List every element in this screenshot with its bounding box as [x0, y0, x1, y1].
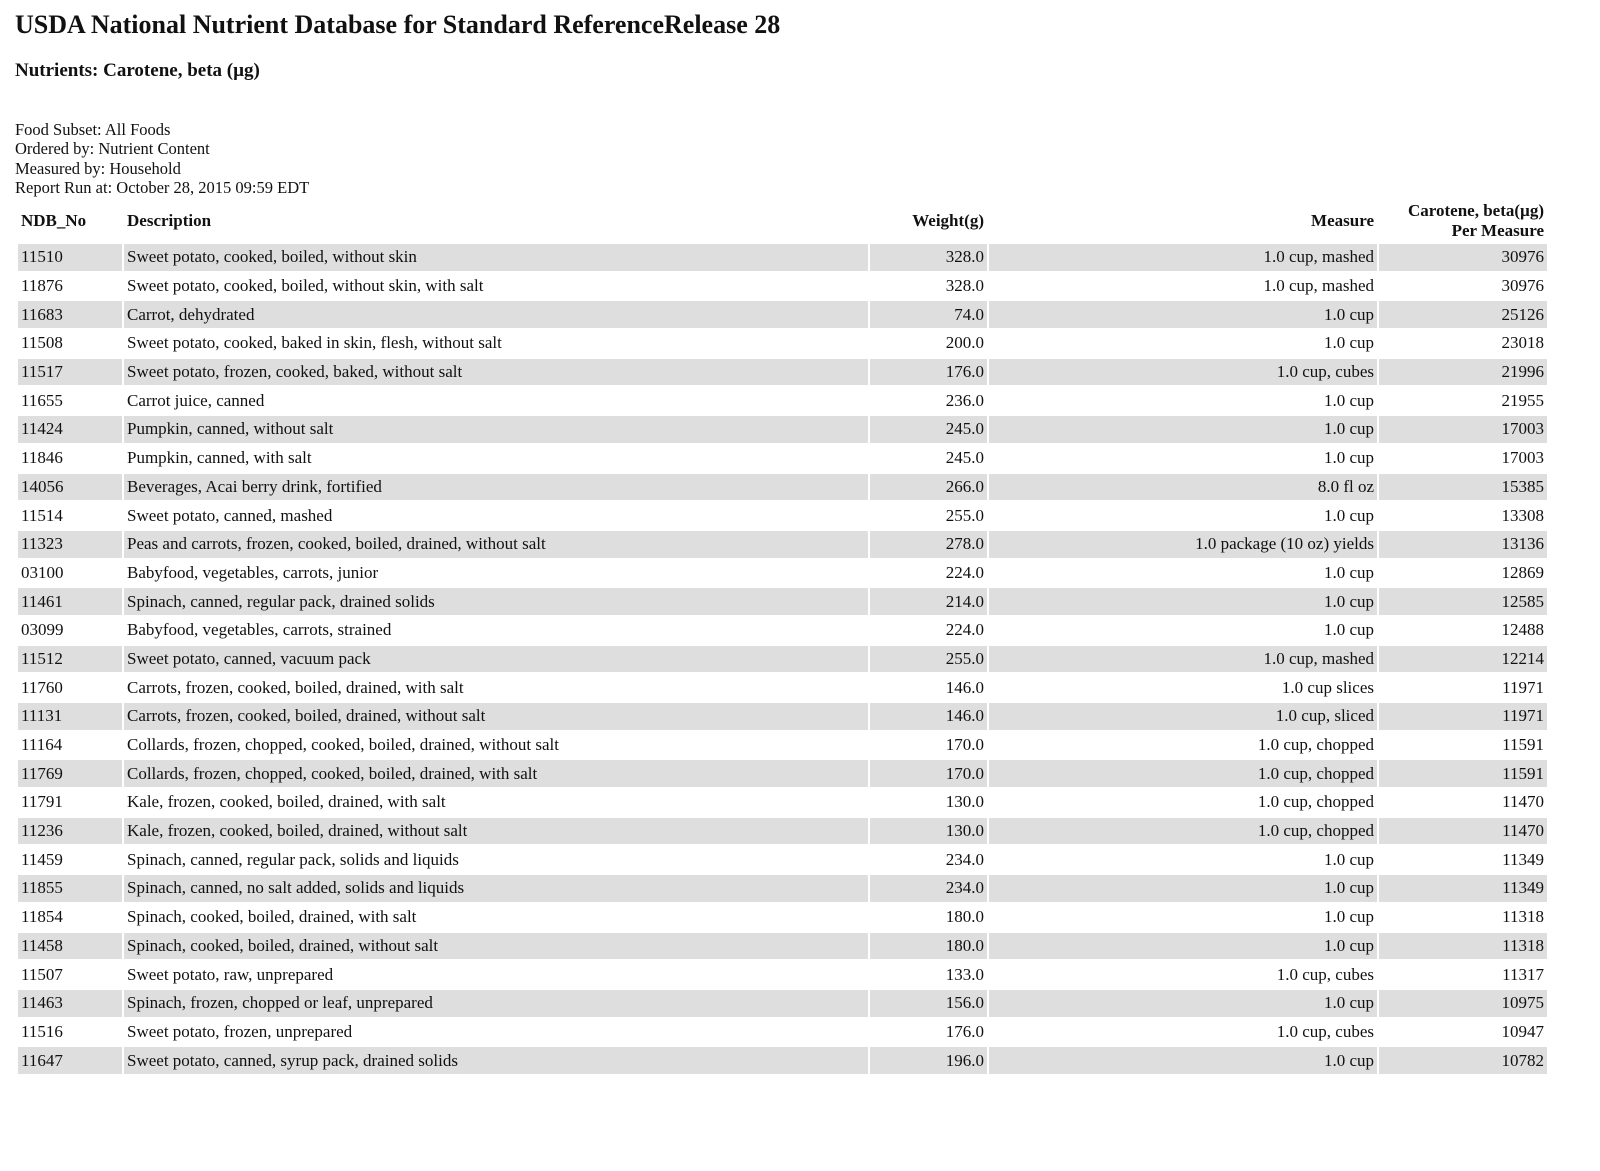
cell-description: Carrots, frozen, cooked, boiled, drained, without salt — [124, 703, 868, 730]
cell-ndb: 11508 — [21, 333, 63, 353]
cell-measure: 1.0 cup — [989, 933, 1377, 960]
cell-weight: 156.0 — [870, 990, 987, 1017]
table-row — [18, 789, 1547, 816]
cell-measure: 1.0 package (10 oz) yields — [989, 531, 1377, 558]
cell-value: 21996 — [1379, 359, 1547, 386]
table-row — [18, 1019, 1547, 1046]
cell-description: Babyfood, vegetables, carrots, strained — [127, 620, 392, 640]
cell-ndb: 11760 — [21, 677, 63, 697]
cell-weight: 245.0 — [945, 448, 984, 468]
cell-ndb: 11458 — [18, 933, 122, 960]
col-ndb: NDB_No — [21, 211, 87, 230]
table-row — [18, 674, 1547, 701]
cell-measure: 1.0 cup, cubes — [1276, 964, 1374, 984]
cell-description: Sweet potato, raw, unprepared — [127, 964, 334, 984]
cell-value: 13136 — [1379, 531, 1547, 558]
cell-weight: 234.0 — [870, 875, 987, 902]
cell-description: Collards, frozen, chopped, cooked, boiled, drained, with salt — [124, 760, 868, 787]
cell-ndb: 11516 — [21, 1021, 63, 1041]
cell-measure: 1.0 cup, mashed — [989, 646, 1377, 673]
cell-ndb: 11323 — [18, 531, 122, 558]
cell-weight: 133.0 — [945, 964, 984, 984]
cell-value: 11470 — [1502, 792, 1544, 812]
cell-measure: 1.0 cup, mashed — [1263, 276, 1374, 296]
cell-description: Sweet potato, cooked, boiled, without skin, with salt — [127, 276, 484, 296]
col-measure: Measure — [1311, 211, 1374, 230]
cell-value: 21955 — [1501, 390, 1544, 410]
table-row — [18, 732, 1547, 759]
cell-weight: 224.0 — [945, 562, 984, 582]
cell-description: Sweet potato, cooked, boiled, without skin — [124, 244, 868, 271]
cell-description: Kale, frozen, cooked, boiled, drained, without salt — [124, 818, 868, 845]
nutrient-subtitle: Nutrients: Carotene, beta (µg) — [15, 60, 260, 81]
cell-value: 10947 — [1501, 1021, 1544, 1041]
cell-value: 12585 — [1379, 588, 1547, 615]
cell-value: 25126 — [1379, 301, 1547, 328]
table-header — [18, 200, 1547, 242]
table-row — [18, 301, 1547, 328]
cell-weight: 245.0 — [870, 416, 987, 443]
cell-value: 12869 — [1501, 562, 1544, 582]
cell-weight: 278.0 — [870, 531, 987, 558]
cell-measure: 1.0 cup — [989, 301, 1377, 328]
cell-measure: 1.0 cup, mashed — [989, 244, 1377, 271]
cell-weight: 176.0 — [870, 359, 987, 386]
cell-description: Carrot, dehydrated — [124, 301, 868, 328]
cell-ndb: 11514 — [21, 505, 63, 525]
cell-ndb: 03100 — [21, 562, 64, 582]
cell-measure: 1.0 cup — [1323, 562, 1374, 582]
cell-value: 23018 — [1501, 333, 1544, 353]
cell-weight: 146.0 — [945, 677, 984, 697]
cell-measure: 1.0 cup — [1323, 849, 1374, 869]
cell-measure: 1.0 cup slices — [1281, 677, 1374, 697]
cell-ndb: 14056 — [18, 474, 122, 501]
col-description: Description — [127, 211, 212, 230]
table-row — [18, 588, 1547, 615]
cell-value: 12214 — [1379, 646, 1547, 673]
table-row — [18, 359, 1547, 386]
col-value-line2: Per Measure — [1451, 221, 1544, 240]
cell-ndb: 11517 — [18, 359, 122, 386]
cell-measure: 1.0 cup, cubes — [989, 359, 1377, 386]
cell-description: Spinach, canned, no salt added, solids and liquids — [124, 875, 868, 902]
cell-value: 11591 — [1502, 735, 1544, 755]
cell-weight: 214.0 — [870, 588, 987, 615]
cell-value: 10975 — [1379, 990, 1547, 1017]
cell-weight: 130.0 — [945, 792, 984, 812]
cell-measure: 1.0 cup — [989, 1047, 1377, 1074]
cell-value: 13308 — [1501, 505, 1544, 525]
cell-value: 11317 — [1502, 964, 1544, 984]
table-row — [18, 933, 1547, 960]
cell-weight: 196.0 — [870, 1047, 987, 1074]
cell-description: Collards, frozen, chopped, cooked, boiled, drained, without salt — [127, 735, 559, 755]
cell-description: Spinach, cooked, boiled, drained, without salt — [124, 933, 868, 960]
table-row — [18, 1047, 1547, 1074]
cell-ndb: 11655 — [21, 390, 63, 410]
table-row — [18, 445, 1547, 472]
table-row — [18, 244, 1547, 271]
cell-weight: 170.0 — [870, 760, 987, 787]
cell-measure: 1.0 cup, chopped — [1257, 735, 1374, 755]
cell-measure: 1.0 cup — [1323, 620, 1374, 640]
cell-measure: 1.0 cup — [1323, 333, 1374, 353]
report-title: USDA National Nutrient Database for Standard ReferenceRelease 28 — [15, 10, 781, 39]
cell-measure: 8.0 fl oz — [989, 474, 1377, 501]
table-row — [18, 846, 1547, 873]
cell-ndb: 11683 — [18, 301, 122, 328]
meta-ordered-by: Ordered by: Nutrient Content — [15, 139, 210, 159]
cell-description: Spinach, frozen, chopped or leaf, unprepared — [124, 990, 868, 1017]
table-row — [18, 703, 1547, 730]
cell-ndb: 11461 — [18, 588, 122, 615]
cell-description: Kale, frozen, cooked, boiled, drained, with salt — [127, 792, 446, 812]
cell-measure: 1.0 cup — [989, 990, 1377, 1017]
cell-weight: 234.0 — [945, 849, 984, 869]
cell-description: Spinach, cooked, boiled, drained, with salt — [127, 907, 417, 927]
cell-measure: 1.0 cup — [989, 416, 1377, 443]
cell-measure: 1.0 cup, chopped — [989, 818, 1377, 845]
cell-value: 12488 — [1501, 620, 1544, 640]
cell-description: Carrot juice, canned — [127, 390, 265, 410]
cell-value: 10782 — [1379, 1047, 1547, 1074]
cell-value: 30976 — [1379, 244, 1547, 271]
cell-ndb: 11791 — [21, 792, 63, 812]
meta-report-run: Report Run at: October 28, 2015 09:59 EDT — [15, 177, 310, 197]
cell-measure: 1.0 cup — [1323, 390, 1374, 410]
cell-description: Pumpkin, canned, without salt — [124, 416, 868, 443]
cell-description: Pumpkin, canned, with salt — [127, 448, 312, 468]
cell-description: Peas and carrots, frozen, cooked, boiled, drained, without salt — [124, 531, 868, 558]
cell-measure: 1.0 cup — [1323, 448, 1374, 468]
cell-measure: 1.0 cup — [1323, 505, 1374, 525]
table-row — [18, 646, 1547, 673]
cell-description: Spinach, canned, regular pack, solids and liquids — [127, 849, 459, 869]
table-row — [18, 961, 1547, 988]
cell-weight: 74.0 — [870, 301, 987, 328]
table-row — [18, 502, 1547, 529]
cell-measure: 1.0 cup, cubes — [1276, 1021, 1374, 1041]
cell-ndb: 11459 — [21, 849, 63, 869]
cell-description: Sweet potato, canned, mashed — [127, 505, 333, 525]
cell-ndb: 11854 — [21, 907, 63, 927]
cell-weight: 176.0 — [945, 1021, 984, 1041]
cell-weight: 328.0 — [945, 276, 984, 296]
cell-description: Sweet potato, cooked, baked in skin, flesh, without salt — [127, 333, 502, 353]
table-row — [18, 760, 1547, 787]
cell-weight: 200.0 — [945, 333, 984, 353]
meta-measured-by: Measured by: Household — [15, 158, 181, 178]
cell-weight: 180.0 — [870, 933, 987, 960]
cell-description: Spinach, canned, regular pack, drained solids — [124, 588, 868, 615]
cell-value: 11349 — [1502, 849, 1544, 869]
cell-weight: 255.0 — [870, 646, 987, 673]
cell-weight: 180.0 — [945, 907, 984, 927]
cell-value: 30976 — [1501, 276, 1544, 296]
cell-weight: 146.0 — [870, 703, 987, 730]
cell-ndb: 03099 — [21, 620, 64, 640]
table-row — [18, 560, 1547, 587]
col-value — [1379, 200, 1547, 242]
cell-description: Beverages, Acai berry drink, fortified — [124, 474, 868, 501]
cell-ndb: 11463 — [18, 990, 122, 1017]
cell-measure: 1.0 cup — [989, 875, 1377, 902]
cell-ndb: 11510 — [18, 244, 122, 271]
cell-description: Sweet potato, canned, vacuum pack — [124, 646, 868, 673]
table-row — [18, 330, 1547, 357]
cell-value: 11318 — [1379, 933, 1547, 960]
cell-value: 11591 — [1379, 760, 1547, 787]
nutrient-table — [16, 198, 1549, 1076]
report-meta — [15, 120, 309, 197]
cell-ndb: 11507 — [21, 964, 63, 984]
cell-measure: 1.0 cup, chopped — [1257, 792, 1374, 812]
cell-value: 11470 — [1379, 818, 1547, 845]
cell-value: 17003 — [1379, 416, 1547, 443]
table-row — [18, 990, 1547, 1017]
cell-ndb: 11131 — [18, 703, 122, 730]
cell-value: 11349 — [1379, 875, 1547, 902]
table-row — [18, 273, 1547, 300]
cell-value: 11318 — [1502, 907, 1544, 927]
cell-weight: 328.0 — [870, 244, 987, 271]
cell-weight: 236.0 — [945, 390, 984, 410]
cell-ndb: 11424 — [18, 416, 122, 443]
cell-weight: 130.0 — [870, 818, 987, 845]
cell-description: Sweet potato, frozen, cooked, baked, without salt — [124, 359, 868, 386]
col-weight: Weight(g) — [912, 211, 984, 230]
cell-weight: 266.0 — [870, 474, 987, 501]
cell-ndb: 11769 — [18, 760, 122, 787]
cell-ndb: 11846 — [21, 448, 63, 468]
cell-measure: 1.0 cup — [989, 588, 1377, 615]
cell-weight: 224.0 — [945, 620, 984, 640]
cell-value: 11971 — [1379, 703, 1547, 730]
table-row — [18, 474, 1547, 501]
col-value-line1: Carotene, beta(µg) — [1408, 201, 1544, 220]
cell-weight: 255.0 — [945, 505, 984, 525]
cell-measure: 1.0 cup, chopped — [989, 760, 1377, 787]
cell-description: Babyfood, vegetables, carrots, junior — [127, 562, 379, 582]
cell-ndb: 11236 — [18, 818, 122, 845]
cell-value: 15385 — [1379, 474, 1547, 501]
cell-ndb: 11855 — [18, 875, 122, 902]
meta-food-subset: Food Subset: All Foods — [15, 120, 171, 139]
cell-description: Sweet potato, frozen, unprepared — [127, 1021, 353, 1041]
cell-ndb: 11512 — [18, 646, 122, 673]
cell-weight: 170.0 — [945, 735, 984, 755]
cell-description: Sweet potato, canned, syrup pack, drained solids — [124, 1047, 868, 1074]
table-row — [18, 531, 1547, 558]
cell-value: 17003 — [1501, 448, 1544, 468]
table-row — [18, 875, 1547, 902]
cell-measure: 1.0 cup, sliced — [989, 703, 1377, 730]
table-row — [18, 818, 1547, 845]
table-row — [18, 617, 1547, 644]
cell-ndb: 11647 — [18, 1047, 122, 1074]
table-row — [18, 387, 1547, 414]
cell-description: Carrots, frozen, cooked, boiled, drained, with salt — [127, 677, 464, 697]
table-row — [18, 904, 1547, 931]
cell-ndb: 11164 — [21, 735, 63, 755]
cell-ndb: 11876 — [21, 276, 63, 296]
cell-measure: 1.0 cup — [1323, 907, 1374, 927]
table-row — [18, 416, 1547, 443]
cell-value: 11971 — [1502, 677, 1544, 697]
